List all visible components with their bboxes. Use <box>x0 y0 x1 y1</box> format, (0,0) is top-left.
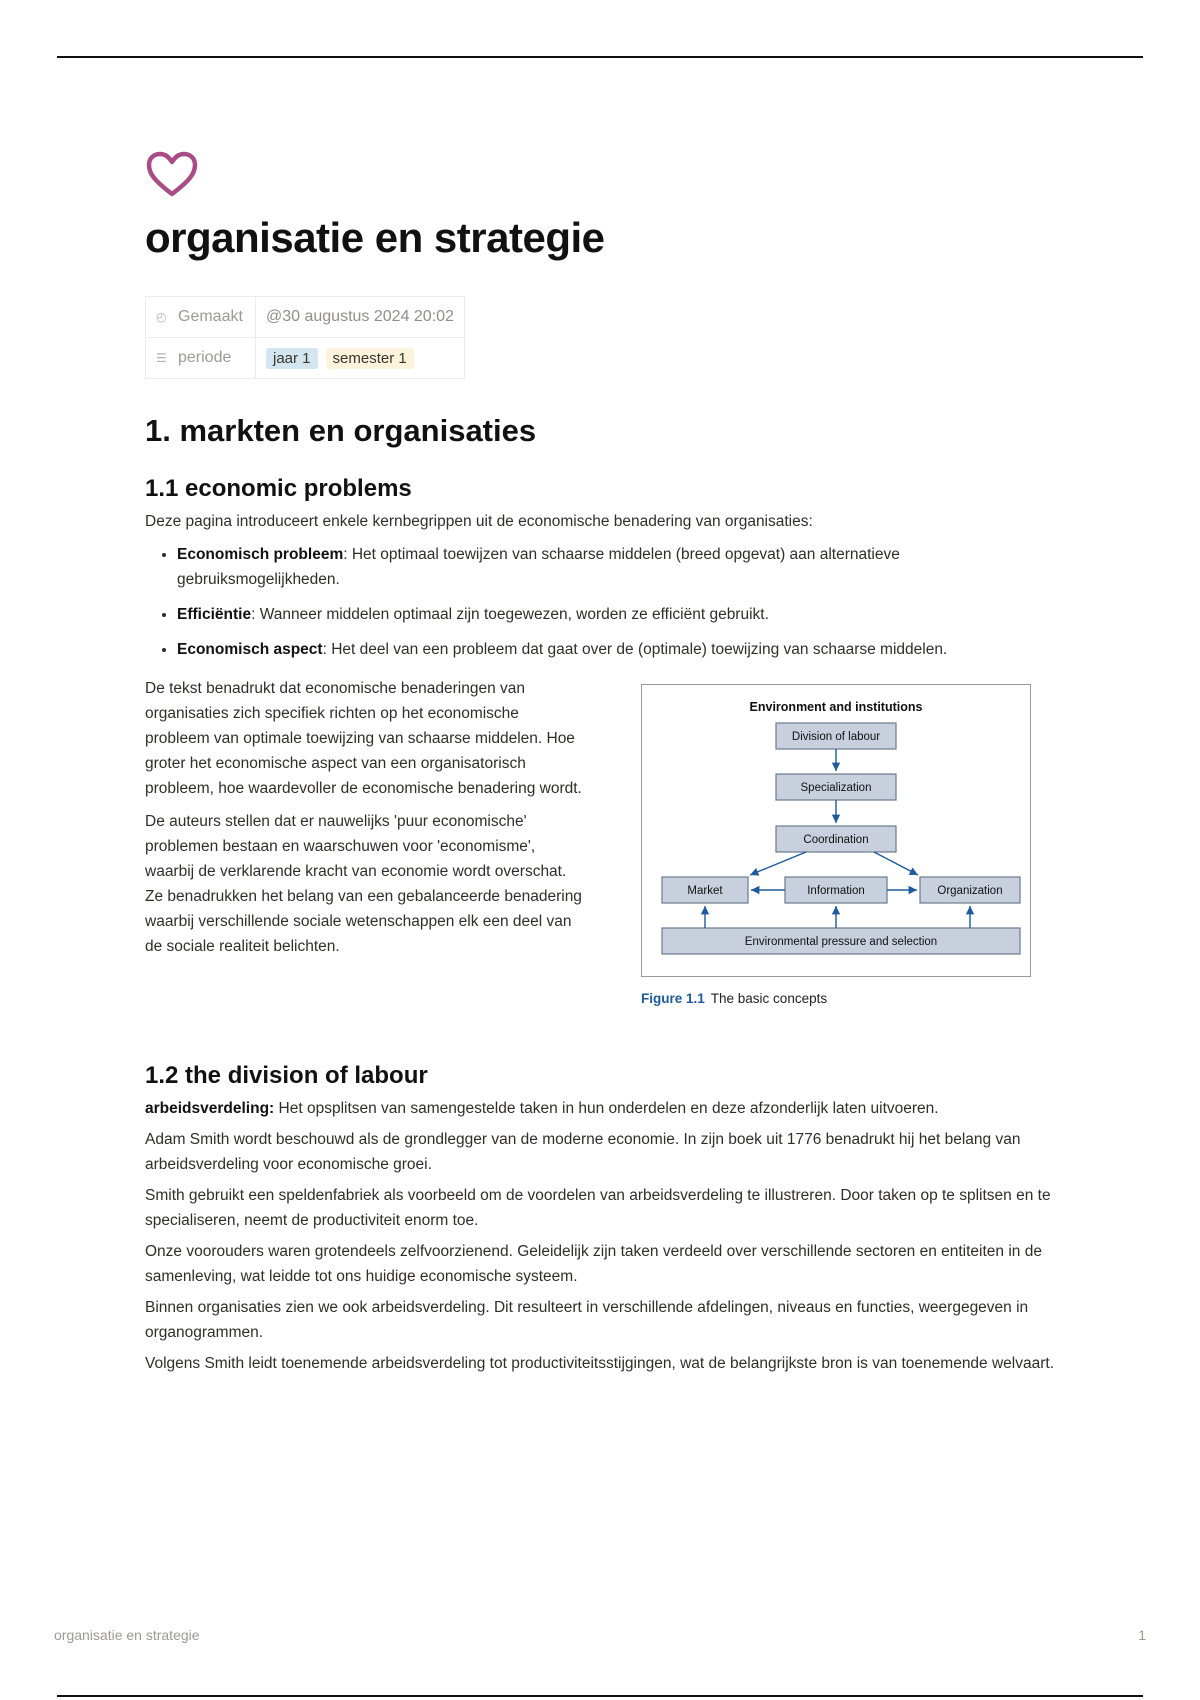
property-period <box>146 337 464 378</box>
svg-text:Information: Information <box>807 885 865 897</box>
node-specialization <box>776 774 896 800</box>
list-icon: ☰ <box>156 351 167 365</box>
two-column-block <box>145 676 1055 1006</box>
tag-semester[interactable]: semester 1 <box>326 348 414 369</box>
clock-icon: ◴ <box>156 310 167 324</box>
node-environmental-pressure <box>662 928 1020 954</box>
subsection-heading: 1.2 the division of labour <box>145 1062 428 1089</box>
page-title: organisatie en strategie <box>145 214 605 261</box>
paragraph: De auteurs stellen dat er nauwelijks 'puur economische' problemen bestaan en waarschuwen voor 'economisme', waarbij de verklarende kracht van economie wordt overschat. Ze benadrukken het belang van een gebalanceerde benadering waarbij verschillende sociale wetenschappen elk een deel van de sociale realiteit belichten. <box>145 813 582 955</box>
diagram-title: Environment and institutions <box>749 700 923 714</box>
page-content <box>145 150 1055 1376</box>
top-rule <box>57 56 1143 58</box>
paragraph: Adam Smith wordt beschouwd als de grondlegger van de moderne economie. In zijn boek uit 1776 benadrukt hij het belang van arbeidsverdeling voor economische groei. <box>145 1131 1021 1173</box>
intro-paragraph: Deze pagina introduceert enkele kernbegrippen uit de economische benadering van organisaties: <box>145 513 813 530</box>
paragraph: Binnen organisaties zien we ook arbeidsverdeling. Dit resulteert in verschillende afdelingen, niveaus en functies, weergegeven in organogrammen. <box>145 1299 1029 1341</box>
page-number: 1 <box>1138 1627 1146 1643</box>
property-created <box>146 297 464 337</box>
node-division-of-labour <box>776 723 896 749</box>
list-item: • Economisch probleem: Het optimaal toewijzen van schaarse middelen (breed opgevat) aan alternatieve gebruiksmogelijkheden. <box>177 542 1055 592</box>
properties-table <box>145 296 465 379</box>
paragraph: Smith gebruikt een speldenfabriek als voorbeeld om de voordelen van arbeidsverdeling te illustreren. Door taken op te splitsen en te specialiseren, neemt de productiviteit enorm toe. <box>145 1187 1051 1229</box>
list-item: • Economisch aspect: Het deel van een probleem dat gaat over de (optimale) toewijzing van schaarse middelen. <box>177 637 1055 662</box>
svg-text:Market: Market <box>687 885 723 897</box>
node-coordination <box>776 826 896 852</box>
created-value[interactable]: @30 augustus 2024 20:02 <box>266 308 454 325</box>
property-label: periode <box>178 349 232 366</box>
section-heading: 1. markten en organisaties <box>145 413 537 448</box>
svg-text:Environmental pressure and sel: Environmental pressure and selection <box>744 936 938 948</box>
bottom-rule <box>57 1695 1143 1697</box>
tag-jaar[interactable]: jaar 1 <box>266 348 318 369</box>
figure <box>641 684 1033 1006</box>
list-item: • Efficiëntie: Wanneer middelen optimaal zijn toegewezen, worden ze efficiënt gebruikt. <box>177 602 1055 627</box>
property-label: Gemaakt <box>178 308 243 325</box>
heart-icon <box>145 150 199 200</box>
svg-text:Specialization: Specialization <box>800 782 872 794</box>
definition-paragraph: arbeidsverdeling: Het opsplitsen van samengestelde taken in hun onderdelen en deze afzonderlijk laten uitvoeren. <box>145 1100 939 1117</box>
paragraph: Onze voorouders waren grotendeels zelfvoorzienend. Geleidelijk zijn taken verdeeld over verschillende sectoren en entiteiten in de samenleving, wat leidde tot ons huidige economische systeem. <box>145 1243 1042 1285</box>
subsection-heading: 1.1 economic problems <box>145 475 412 502</box>
footer-title: organisatie en strategie <box>54 1627 200 1643</box>
svg-text:Division of labour: Division of labour <box>791 731 881 743</box>
svg-text:Coordination: Coordination <box>803 834 869 846</box>
figure-caption: Figure 1.1 The basic concepts <box>641 991 828 1006</box>
concepts-diagram <box>642 685 1030 975</box>
paragraph: Volgens Smith leidt toenemende arbeidsverdeling tot productiviteitsstijgingen, wat de belangrijkste bron is van toenemende welvaart. <box>145 1355 1055 1372</box>
node-information <box>785 877 887 903</box>
bullet-list <box>145 542 1055 662</box>
svg-text:Organization: Organization <box>937 885 1003 897</box>
node-organization <box>920 877 1020 903</box>
node-market <box>662 877 748 903</box>
paragraph: De tekst benadrukt dat economische benaderingen van organisaties zich specifiek richten op het economische probleem van optimale toewijzing van schaarse middelen. Hoe groter het economische aspect van een organisatorisch probleem, hoe waardevoller de economische benadering wordt. <box>145 680 582 797</box>
